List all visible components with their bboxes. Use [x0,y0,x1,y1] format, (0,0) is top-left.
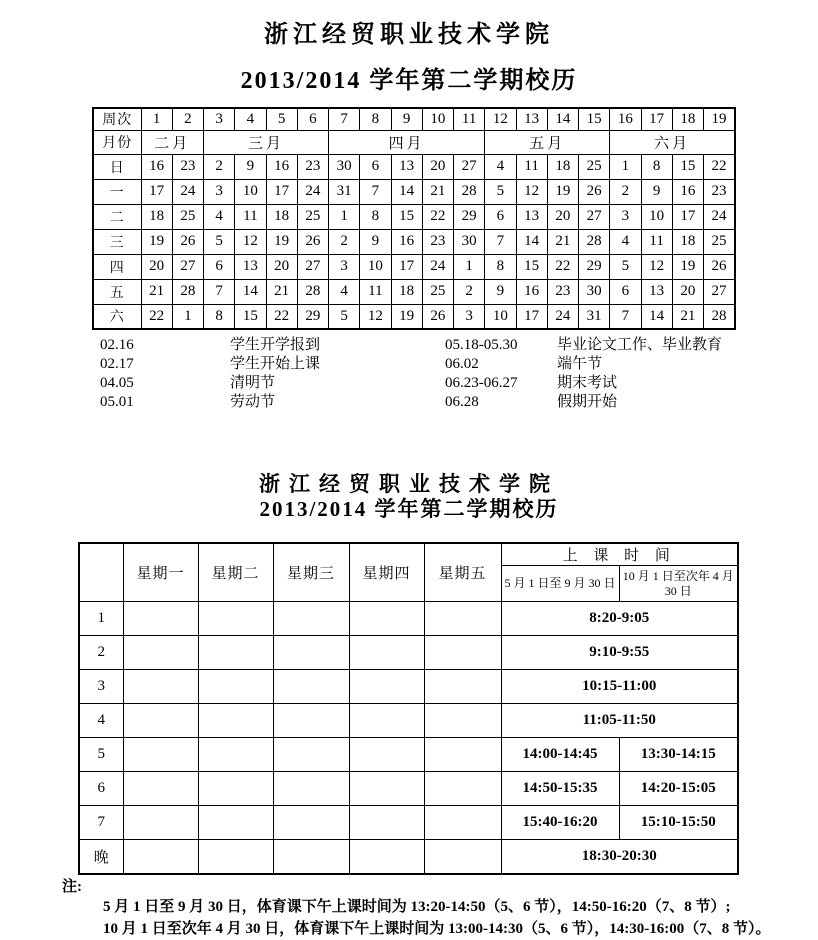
event-description: 劳动节 [230,394,276,410]
date-cell: 28 [454,179,485,204]
events-list [100,336,818,412]
date-cell: 14 [516,229,547,254]
date-cell: 26 [422,304,453,329]
date-cell: 19 [141,229,172,254]
date-cell: 20 [547,204,578,229]
date-cell: 13 [391,154,422,179]
date-cell: 19 [391,304,422,329]
event-date: 06.23-06.27 [445,375,518,391]
class-cell [424,704,501,738]
date-cell: 4 [204,204,235,229]
date-cell: 23 [172,154,203,179]
date-cell: 14 [641,304,672,329]
week-number-cell: 12 [485,108,516,130]
date-cell: 9 [235,154,266,179]
date-cell: 30 [454,229,485,254]
date-cell: 15 [516,254,547,279]
week-number-cell: 8 [360,108,391,130]
top-title-block [0,0,818,95]
event-row [100,393,818,412]
week-number-cell: 15 [579,108,610,130]
date-cell: 2 [329,229,360,254]
date-cell: 7 [360,179,391,204]
date-cell: 4 [329,279,360,304]
date-cell: 18 [547,154,578,179]
calendar-month-row [93,130,735,154]
week-number-cell: 11 [454,108,485,130]
event-description: 假期开始 [557,394,618,410]
period-label-cell: 7 [79,806,123,840]
calendar-table [92,107,736,330]
week-number-cell: 2 [172,108,203,130]
date-cell: 12 [641,254,672,279]
time-cell: 11:05-11:50 [501,704,738,738]
event-description: 毕业论文工作、毕业教育 [557,337,723,353]
date-cell: 26 [297,229,328,254]
week-number-cell: 16 [610,108,641,130]
class-cell [424,806,501,840]
date-cell: 7 [485,229,516,254]
date-cell: 15 [391,204,422,229]
school-name-title: 浙江经贸职业技术学院 [259,472,559,496]
event-date: 02.17 [100,356,134,372]
weekday-header-mon: 星期一 [123,543,198,602]
date-cell: 14 [235,279,266,304]
date-cell: 3 [329,254,360,279]
calendar-day-row [93,304,735,329]
class-cell [273,636,349,670]
time-cell: 18:30-20:30 [501,840,738,874]
date-cell: 21 [141,279,172,304]
date-cell: 23 [422,229,453,254]
date-cell: 22 [704,154,736,179]
class-cell [198,602,273,636]
date-cell: 25 [579,154,610,179]
date-cell: 16 [141,154,172,179]
weekday-label-cell: 日 [93,154,141,179]
class-cell [424,636,501,670]
date-cell: 22 [266,304,297,329]
date-cell: 24 [297,179,328,204]
date-cell: 12 [235,229,266,254]
event-date: 04.05 [100,375,134,391]
date-cell: 2 [610,179,641,204]
month-header-cell: 月份 [93,130,141,154]
class-cell [123,636,198,670]
date-cell: 12 [516,179,547,204]
time-cell: 9:10-9:55 [501,636,738,670]
event-row [100,374,818,393]
date-cell: 6 [610,279,641,304]
schedule-row [79,602,738,636]
class-cell [273,704,349,738]
date-cell: 18 [391,279,422,304]
class-cell [424,738,501,772]
schedule-row [79,670,738,704]
event-description: 清明节 [230,375,276,391]
class-cell [198,738,273,772]
date-cell: 5 [485,179,516,204]
month-cell: 六月 [610,130,735,154]
date-cell: 13 [641,279,672,304]
date-cell: 27 [297,254,328,279]
event-date: 06.02 [445,356,479,372]
week-number-cell: 7 [329,108,360,130]
date-cell: 22 [141,304,172,329]
class-cell [424,772,501,806]
calendar-day-row [93,154,735,179]
date-cell: 5 [329,304,360,329]
class-cell [424,602,501,636]
event-description: 期末考试 [557,375,618,391]
class-cell [349,602,424,636]
date-cell: 11 [641,229,672,254]
class-cell [273,670,349,704]
class-cell [198,772,273,806]
date-cell: 18 [266,204,297,229]
date-cell: 2 [204,154,235,179]
date-cell: 26 [172,229,203,254]
weekday-header-fri: 星期五 [424,543,501,602]
class-cell [273,602,349,636]
class-cell [273,840,349,874]
date-cell: 24 [704,204,736,229]
weekday-label-cell: 六 [93,304,141,329]
class-cell [349,840,424,874]
class-cell [123,602,198,636]
date-cell: 11 [360,279,391,304]
date-cell: 20 [422,154,453,179]
class-cell [349,670,424,704]
date-cell: 21 [547,229,578,254]
class-cell [123,806,198,840]
date-cell: 25 [172,204,203,229]
schedule-row [79,806,738,840]
date-cell: 4 [610,229,641,254]
date-cell: 3 [454,304,485,329]
date-cell: 29 [579,254,610,279]
date-cell: 12 [360,304,391,329]
schedule-table [78,542,739,875]
date-cell: 30 [329,154,360,179]
note-line-winter: 10 月 1 日至次年 4 月 30 日，体育课下午上课时间为 13:00-14:30（5、6 节），14:30-16:00（7、8 节）。 [103,920,771,937]
semester-title: 2013/2014 学年第二学期校历 [240,68,578,94]
month-cell: 四月 [329,130,485,154]
calendar-body [93,108,735,329]
date-cell: 3 [610,204,641,229]
schedule-body [79,602,738,874]
date-cell: 26 [579,179,610,204]
week-number-cell: 3 [204,108,235,130]
period-label-cell: 5 [79,738,123,772]
class-cell [273,772,349,806]
class-cell [349,806,424,840]
class-cell [349,738,424,772]
date-cell: 25 [422,279,453,304]
date-cell: 8 [360,204,391,229]
event-date: 02.16 [100,337,134,353]
weekday-header-tue: 星期二 [198,543,273,602]
date-cell: 18 [141,204,172,229]
event-date: 05.01 [100,394,134,410]
date-cell: 19 [547,179,578,204]
weekday-label-cell: 二 [93,204,141,229]
event-date: 06.28 [445,394,479,410]
class-cell [123,738,198,772]
date-cell: 8 [204,304,235,329]
time-cell: 8:20-9:05 [501,602,738,636]
schedule-corner-cell [79,543,123,602]
month-cell: 三月 [204,130,329,154]
semester-title: 2013/2014 学年第二学期校历 [259,497,559,521]
date-cell: 17 [672,204,703,229]
date-cell: 17 [391,254,422,279]
date-cell: 3 [204,179,235,204]
date-cell: 25 [704,229,736,254]
class-cell [123,772,198,806]
class-cell [273,806,349,840]
week-number-cell: 9 [391,108,422,130]
date-cell: 1 [172,304,203,329]
date-cell: 20 [266,254,297,279]
date-cell: 10 [641,204,672,229]
event-row [100,355,818,374]
week-number-cell: 19 [704,108,736,130]
time-cell-summer: 15:40-16:20 [501,806,619,840]
event-date: 05.18-05.30 [445,337,518,353]
date-cell: 19 [672,254,703,279]
note-line-summer: 5 月 1 日至 9 月 30 日，体育课下午上课时间为 13:20-14:50（5、6 节），14:50-16:20（7、8 节）; [103,898,731,915]
date-cell: 8 [641,154,672,179]
date-cell: 25 [297,204,328,229]
date-cell: 26 [704,254,736,279]
calendar-day-row [93,229,735,254]
date-cell: 6 [485,204,516,229]
month-cell: 五月 [485,130,610,154]
date-cell: 10 [485,304,516,329]
schedule-row [79,636,738,670]
date-cell: 13 [235,254,266,279]
week-number-cell: 17 [641,108,672,130]
date-cell: 24 [422,254,453,279]
weekday-label-cell: 四 [93,254,141,279]
date-cell: 27 [579,204,610,229]
period-label-cell: 3 [79,670,123,704]
date-cell: 17 [141,179,172,204]
date-cell: 16 [266,154,297,179]
weekday-label-cell: 五 [93,279,141,304]
weekday-header-wed: 星期三 [273,543,349,602]
class-cell [198,840,273,874]
date-cell: 29 [454,204,485,229]
week-number-cell: 1 [141,108,172,130]
date-cell: 1 [610,154,641,179]
week-number-cell: 4 [235,108,266,130]
date-cell: 18 [672,229,703,254]
event-row [100,336,818,355]
schedule-row [79,738,738,772]
week-number-cell: 18 [672,108,703,130]
date-cell: 28 [297,279,328,304]
date-cell: 7 [610,304,641,329]
calendar-day-row [93,204,735,229]
date-cell: 20 [141,254,172,279]
time-cell-winter: 15:10-15:50 [619,806,738,840]
class-cell [424,670,501,704]
period-label-cell: 晚 [79,840,123,874]
date-cell: 17 [266,179,297,204]
event-description: 学生开学报到 [230,337,321,353]
date-cell: 16 [391,229,422,254]
class-cell [349,772,424,806]
summer-range-header: 5 月 1 日至 9 月 30 日 [501,566,619,602]
date-cell: 4 [485,154,516,179]
class-cell [349,704,424,738]
date-cell: 28 [579,229,610,254]
date-cell: 31 [579,304,610,329]
event-description: 端午节 [557,356,603,372]
date-cell: 10 [360,254,391,279]
week-number-cell: 6 [297,108,328,130]
period-label-cell: 4 [79,704,123,738]
winter-range-header: 10 月 1 日至次年 4 月 30 日 [619,566,738,602]
date-cell: 6 [360,154,391,179]
date-cell: 5 [204,229,235,254]
date-cell: 15 [672,154,703,179]
time-cell-summer: 14:00-14:45 [501,738,619,772]
schedule-row [79,840,738,874]
date-cell: 6 [204,254,235,279]
date-cell: 17 [516,304,547,329]
date-cell: 21 [266,279,297,304]
date-cell: 23 [704,179,736,204]
class-cell [198,806,273,840]
date-cell: 20 [672,279,703,304]
class-time-header: 上 课 时 间 [501,543,738,566]
weekday-header-thu: 星期四 [349,543,424,602]
class-cell [123,704,198,738]
week-number-cell: 5 [266,108,297,130]
date-cell: 28 [172,279,203,304]
date-cell: 24 [547,304,578,329]
time-cell-winter: 14:20-15:05 [619,772,738,806]
calendar-day-row [93,254,735,279]
date-cell: 16 [516,279,547,304]
date-cell: 22 [422,204,453,229]
date-cell: 30 [579,279,610,304]
mid-title-block [0,472,818,522]
date-cell: 9 [360,229,391,254]
date-cell: 10 [235,179,266,204]
class-cell [198,704,273,738]
date-cell: 28 [704,304,736,329]
weekday-label-cell: 一 [93,179,141,204]
date-cell: 27 [704,279,736,304]
date-cell: 1 [329,204,360,229]
date-cell: 2 [454,279,485,304]
date-cell: 7 [204,279,235,304]
date-cell: 22 [547,254,578,279]
calendar-day-row [93,179,735,204]
time-cell-summer: 14:50-15:35 [501,772,619,806]
class-cell [198,670,273,704]
date-cell: 14 [391,179,422,204]
date-cell: 24 [172,179,203,204]
date-cell: 16 [672,179,703,204]
date-cell: 5 [610,254,641,279]
month-cell: 二月 [141,130,204,154]
schedule-row [79,704,738,738]
period-label-cell: 6 [79,772,123,806]
period-label-cell: 1 [79,602,123,636]
class-cell [273,738,349,772]
date-cell: 13 [516,204,547,229]
date-cell: 31 [329,179,360,204]
schedule-row [79,772,738,806]
date-cell: 15 [235,304,266,329]
class-cell [349,636,424,670]
date-cell: 21 [422,179,453,204]
date-cell: 21 [672,304,703,329]
calendar-week-row [93,108,735,130]
date-cell: 11 [235,204,266,229]
time-cell-winter: 13:30-14:15 [619,738,738,772]
week-number-cell: 10 [422,108,453,130]
date-cell: 27 [172,254,203,279]
date-cell: 19 [266,229,297,254]
date-cell: 1 [454,254,485,279]
calendar-day-row [93,279,735,304]
school-name-title: 浙江经贸职业技术学院 [264,22,554,48]
week-number-cell: 14 [547,108,578,130]
date-cell: 8 [485,254,516,279]
date-cell: 27 [454,154,485,179]
date-cell: 11 [516,154,547,179]
class-cell [123,840,198,874]
time-cell: 10:15-11:00 [501,670,738,704]
class-cell [123,670,198,704]
date-cell: 23 [297,154,328,179]
event-description: 学生开始上课 [230,356,321,372]
notes-label: 注: [62,878,82,895]
weekday-label-cell: 三 [93,229,141,254]
week-number-cell: 13 [516,108,547,130]
notes-section [62,878,818,940]
date-cell: 9 [641,179,672,204]
class-cell [424,840,501,874]
date-cell: 23 [547,279,578,304]
week-header-cell: 周次 [93,108,141,130]
date-cell: 29 [297,304,328,329]
date-cell: 9 [485,279,516,304]
period-label-cell: 2 [79,636,123,670]
class-cell [198,636,273,670]
